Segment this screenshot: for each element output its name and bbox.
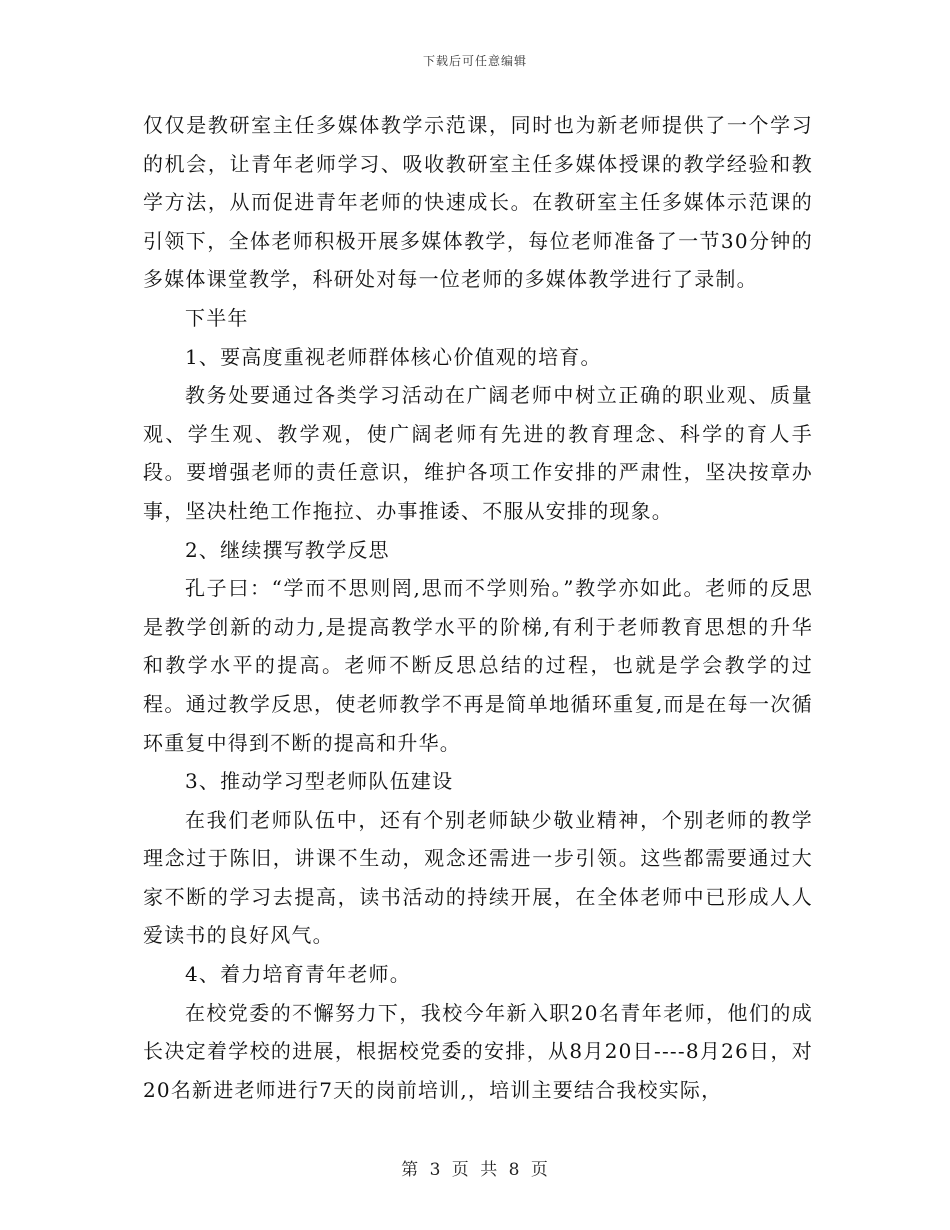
page-number-footer: 第 3 页 共 8 页 [401, 1160, 549, 1180]
item-heading-3: 3、推动学习型老师队伍建设 [185, 769, 454, 794]
paragraph-item-1: 教务处要通过各类学习活动在广阔老师中树立正确的职业观、质量观、学生观、教学观，使广阔老师有先进的教育理念、科学的育人手段。要增强老师的责任意识，维护各项工作安排的严肃性，坚决按章办事，坚决杜绝工作拖拉、办事推诿、不服从安排的现象。 [143, 383, 813, 523]
section-heading-second-half: 下半年 [185, 305, 249, 330]
paragraph-continuation: 仅仅是教研室主任多媒体教学示范课，同时也为新老师提供了一个学习的机会，让青年老师学习、吸收教研室主任多媒体授课的教学经验和教学方法，从而促进青年老师的快速成长。在教研室主任多媒体示范课的引领下，全体老师积极开展多媒体教学，每位老师准备了一节30分钟的多媒体课堂教学，科研处对每一位老师的多媒体教学进行了录制。 [143, 113, 813, 292]
paragraph-item-2: 孔子曰：“学而不思则罔,思而不学则殆。”教学亦如此。老师的反思是教学创新的动力,是提高教学水平的阶梯,有利于老师教育思想的升华和教学水平的提高。老师不断反思总结的过程，也就是学会教学的过程。通过教学反思，使老师教学不再是简单地循环重复,而是在每一次循环重复中得到不断的提高和升华。 [143, 576, 813, 755]
paragraph-item-4: 在校党委的不懈努力下，我校今年新入职20名青年老师，他们的成长决定着学校的进展，根据校党委的安排，从8月20日----8月26日，对20名新进老师进行7天的岗前培训,，培训主要结合我校实际， [143, 1000, 813, 1102]
paragraph-item-3: 在我们老师队伍中，还有个别老师缺少敬业精神，个别老师的教学理念过于陈旧，讲课不生动，观念还需进一步引领。这些都需要通过大家不断的学习去提高，读书活动的持续开展，在全体老师中已形成人人爱读书的良好风气。 [143, 807, 813, 948]
item-heading-2: 2、继续撰写教学反思 [185, 537, 390, 562]
item-heading-1: 1、要高度重视老师群体核心价值观的培育。 [185, 344, 602, 369]
document-body [143, 106, 813, 1109]
item-heading-4: 4、着力培育青年老师。 [185, 962, 411, 987]
page-header: 下载后可任意编辑 [422, 54, 527, 68]
